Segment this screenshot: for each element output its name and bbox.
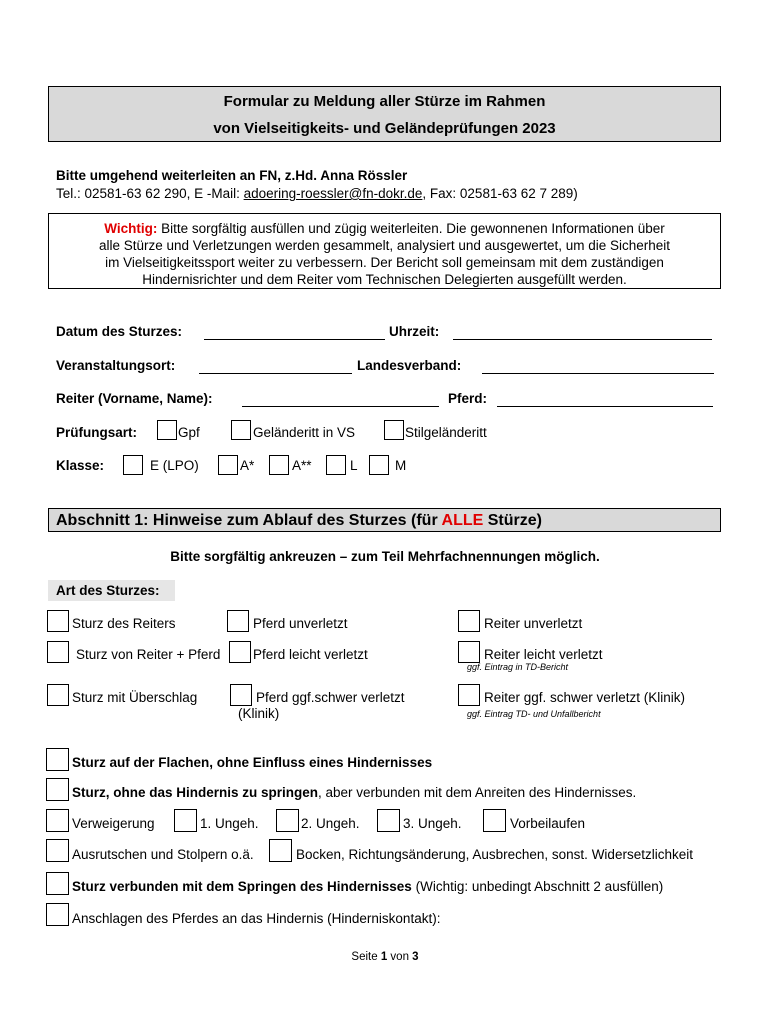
checkbox-sturz-ueberschlag[interactable] (47, 684, 69, 706)
checkbox-flachen[interactable] (46, 748, 69, 771)
label-ungeh-2: 2. Ungeh. (301, 816, 360, 831)
title-line-2: von Vielseitigkeits- und Geländeprüfungen 2023 (213, 120, 556, 137)
veranstaltungsort-label: Veranstaltungsort: (56, 358, 176, 373)
label-mit-springen (72, 879, 663, 894)
section-1-heading (48, 508, 721, 532)
label-sturz-ueberschlag: Sturz mit Überschlag (72, 690, 198, 705)
option-klasse-a1: A* (240, 458, 255, 473)
label-reiter-unverletzt: Reiter unverletzt (484, 616, 583, 631)
label-ohne-springen (72, 785, 636, 800)
label-sturz-reiter-pferd: Sturz von Reiter + Pferd (76, 647, 221, 662)
checkbox-klasse-a2[interactable] (269, 455, 289, 475)
form-title (48, 86, 721, 142)
notice-text-4: Hindernisrichter und dem Reiter vom Technischen Delegierten ausgefüllt werden. (142, 272, 627, 287)
option-klasse-e: E (LPO) (150, 458, 199, 473)
label-bocken: Bocken, Richtungsänderung, Ausbrechen, sonst. Widersetzlichkeit (296, 847, 693, 862)
reiter-input-line[interactable] (242, 406, 439, 407)
notice-label: Wichtig: (104, 221, 158, 236)
checkbox-vorbeilaufen[interactable] (483, 809, 506, 832)
contact-email-link[interactable]: adoering-roessler@fn-dokr.de (243, 186, 423, 201)
option-klasse-l: L (350, 458, 358, 473)
checkbox-ungeh-3[interactable] (377, 809, 400, 832)
label-pferd-schwer-2: (Klinik) (238, 706, 280, 721)
option-stilgelaenderitt: Stilgeländeritt (405, 425, 487, 440)
checkbox-ohne-springen[interactable] (46, 778, 69, 801)
checkbox-gelaenderitt-vs[interactable] (231, 420, 251, 440)
note-reiter-schwer: ggf. Eintrag TD- und Unfallbericht (467, 709, 601, 719)
label-mit-springen-bold: Sturz verbunden mit dem Springen des Hindernisses (72, 879, 412, 894)
footer-von: von (387, 951, 413, 963)
label-pferd-leicht: Pferd leicht verletzt (253, 647, 368, 662)
pruefungsart-label: Prüfungsart: (56, 425, 137, 440)
checkbox-sturz-reiter[interactable] (47, 610, 69, 632)
checkbox-verweigerung[interactable] (46, 809, 69, 832)
checkbox-reiter-leicht[interactable] (458, 641, 480, 663)
label-vorbeilaufen: Vorbeilaufen (510, 816, 586, 831)
option-klasse-a2: A** (292, 458, 312, 473)
page-footer (0, 951, 770, 963)
checkbox-klasse-a1[interactable] (218, 455, 238, 475)
checkbox-ungeh-2[interactable] (276, 809, 299, 832)
label-sturz-reiter: Sturz des Reiters (72, 616, 176, 631)
datum-input-line[interactable] (204, 339, 385, 340)
checkbox-pferd-leicht[interactable] (229, 641, 251, 663)
checkbox-ungeh-1[interactable] (174, 809, 197, 832)
footer-total-pages: 3 (412, 951, 419, 963)
label-verweigerung: Verweigerung (72, 816, 155, 831)
landesverband-label: Landesverband: (357, 358, 462, 373)
uhrzeit-input-line[interactable] (453, 339, 712, 340)
label-anschlagen: Anschlagen des Pferdes an das Hindernis (Hinderniskontakt): (72, 911, 441, 926)
reiter-label: Reiter (Vorname, Name): (56, 391, 213, 406)
title-line-1: Formular zu Meldung aller Stürze im Rahmen (223, 93, 546, 110)
contact-fax: , Fax: 02581-63 62 7 289) (422, 186, 578, 201)
checkbox-klasse-m[interactable] (369, 455, 389, 475)
contact-line (56, 186, 578, 201)
checkbox-sturz-reiter-pferd[interactable] (47, 641, 69, 663)
checkbox-stilgelaenderitt[interactable] (384, 420, 404, 440)
checkbox-anschlagen[interactable] (46, 903, 69, 926)
option-gpf: Gpf (178, 425, 200, 440)
label-flachen: Sturz auf der Flachen, ohne Einfluss eines Hindernisses (72, 755, 433, 770)
footer-seite: Seite (351, 951, 381, 963)
art-heading: Art des Sturzes: (56, 583, 160, 598)
checkbox-reiter-schwer[interactable] (458, 684, 480, 706)
section-1-highlight: ALLE (441, 512, 484, 529)
checkbox-pferd-unverletzt[interactable] (227, 610, 249, 632)
pferd-input-line[interactable] (497, 406, 713, 407)
label-ohne-springen-rest: , aber verbunden mit dem Anreiten des Hindernisses. (318, 785, 637, 800)
checkbox-klasse-l[interactable] (326, 455, 346, 475)
checkbox-gpf[interactable] (157, 420, 177, 440)
label-mit-springen-rest: (Wichtig: unbedingt Abschnitt 2 ausfüllen) (411, 879, 664, 894)
label-pferd-schwer: Pferd ggf.schwer verletzt (256, 690, 405, 705)
section-1-suffix: Stürze) (483, 512, 542, 529)
option-klasse-m: M (395, 458, 407, 473)
landesverband-input-line[interactable] (482, 373, 714, 374)
datum-label: Datum des Sturzes: (56, 324, 183, 339)
checkbox-klasse-e[interactable] (123, 455, 143, 475)
veranstaltungsort-input-line[interactable] (199, 373, 352, 374)
label-ungeh-3: 3. Ungeh. (403, 816, 462, 831)
pferd-label: Pferd: (448, 391, 488, 406)
notice-text-2: alle Stürze und Verletzungen werden gesammelt, analysiert und ausgewertet, um die Sicherheit (98, 238, 671, 253)
option-gelaenderitt-vs: Geländeritt in VS (253, 425, 356, 440)
checkbox-ausrutschen[interactable] (46, 839, 69, 862)
label-pferd-unverletzt: Pferd unverletzt (253, 616, 348, 631)
checkbox-mit-springen[interactable] (46, 872, 69, 895)
contact-heading: Bitte umgehend weiterleiten an FN, z.Hd. Anna Rössler (56, 168, 408, 183)
label-ungeh-1: 1. Ungeh. (200, 816, 259, 831)
checkbox-pferd-schwer[interactable] (230, 684, 252, 706)
footer-current-page: 1 (380, 951, 388, 963)
klasse-label: Klasse: (56, 458, 105, 473)
contact-tel: Tel.: 02581-63 62 290, E -Mail: (56, 186, 244, 201)
label-reiter-leicht: Reiter leicht verletzt (484, 647, 603, 662)
note-reiter-leicht: ggf. Eintrag in TD-Bericht (467, 662, 569, 672)
checkbox-reiter-unverletzt[interactable] (458, 610, 480, 632)
notice-text-1: Bitte sorgfältig ausfüllen und zügig weiterleiten. Die gewonnenen Informationen über (157, 221, 665, 236)
label-reiter-schwer: Reiter ggf. schwer verletzt (Klinik) (484, 690, 686, 705)
label-ausrutschen: Ausrutschen und Stolpern o.ä. (72, 847, 254, 862)
section-1-instruction: Bitte sorgfältig ankreuzen – zum Teil Mehrfachnennungen möglich. (170, 549, 600, 564)
section-1-prefix: Abschnitt 1: Hinweise zum Ablauf des Sturzes (für (56, 512, 442, 529)
notice-text-3: im Vielseitigkeitssport weiter zu verbessern. Der Bericht soll gemeinsam mit dem zuständigen (105, 255, 664, 270)
uhrzeit-label: Uhrzeit: (389, 324, 440, 339)
label-ohne-springen-bold: Sturz, ohne das Hindernis zu springen (72, 785, 319, 800)
checkbox-bocken[interactable] (269, 839, 292, 862)
notice-box (48, 213, 721, 289)
